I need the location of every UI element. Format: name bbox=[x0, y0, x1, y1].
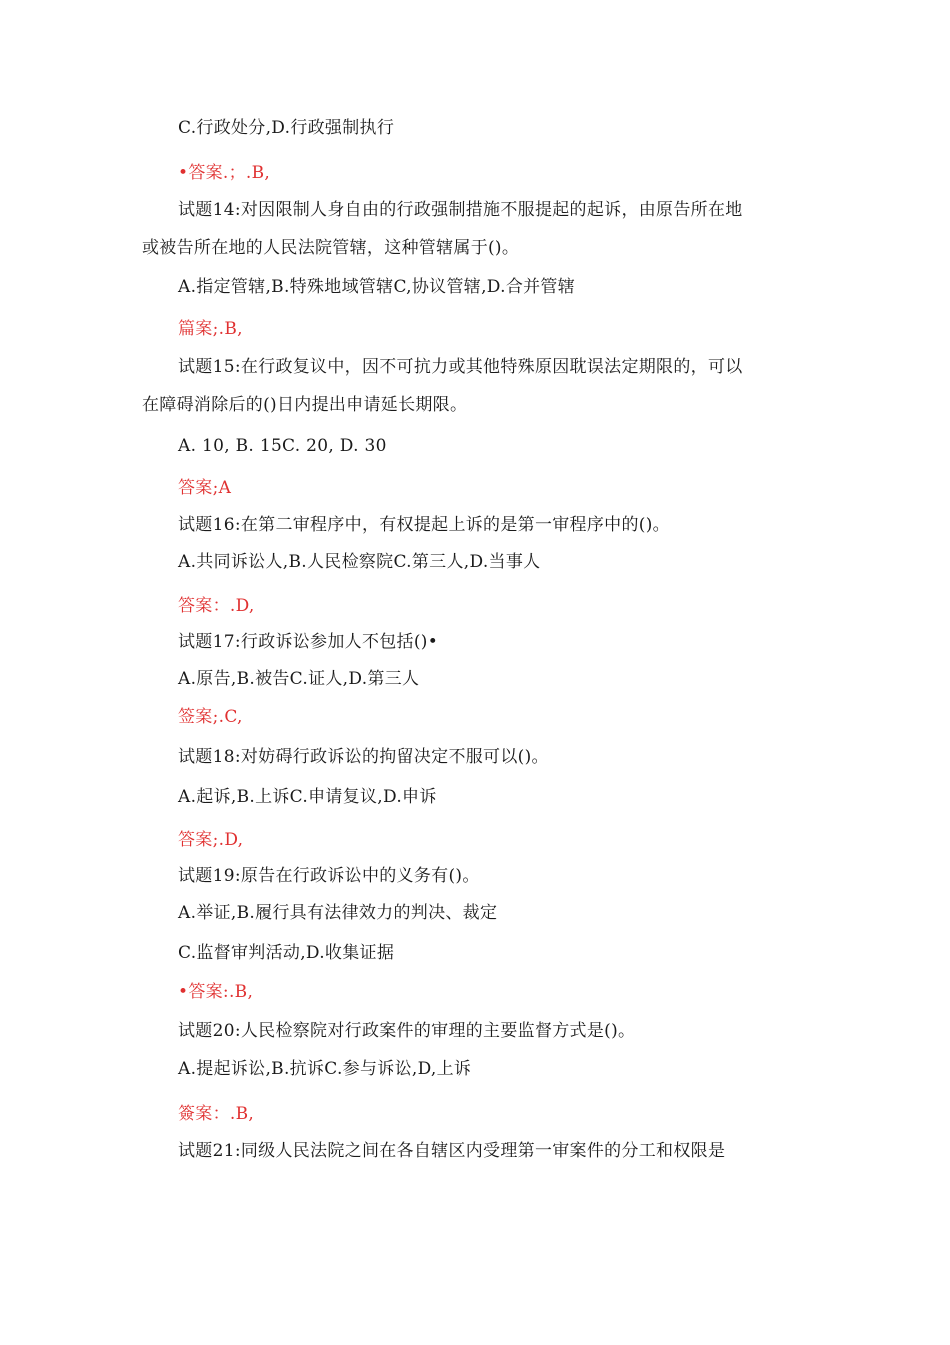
answer-line: •答案:.B, bbox=[178, 982, 254, 1002]
question-line: 试题21:同级人民法院之间在各自辖区内受理第一审案件的分工和权限是 bbox=[178, 1141, 726, 1161]
question-line: 试题14:对因限制人身自由的行政强制措施不服提起的起诉，由原告所在地 bbox=[178, 200, 743, 220]
answer-line: 答案;A bbox=[178, 478, 232, 498]
option-line: A.原告,B.被告C.证人,D.第三人 bbox=[178, 669, 420, 689]
answer-line: 篇案;.B, bbox=[178, 319, 243, 339]
option-line: A.指定管辖,B.特殊地域管辖C,协议管辖,D.合并管辖 bbox=[178, 277, 576, 297]
answer-line: 答案：.D, bbox=[178, 596, 255, 616]
option-line: C.监督审判活动,D.收集证据 bbox=[178, 943, 395, 963]
question-line: 试题15:在行政复议中，因不可抗力或其他特殊原因耽误法定期限的，可以 bbox=[178, 357, 743, 377]
question-line: 试题20:人民检察院对行政案件的审理的主要监督方式是()。 bbox=[178, 1021, 636, 1041]
answer-line: 签案;.C, bbox=[178, 707, 243, 727]
answer-line: 答案;.D, bbox=[178, 830, 244, 850]
question-continuation-line: 在障碍消除后的()日内提出申请延长期限。 bbox=[142, 395, 468, 415]
option-line: A. 10, B. 15C. 20, D. 30 bbox=[178, 436, 387, 456]
question-line: 试题18:对妨碍行政诉讼的拘留决定不服可以()。 bbox=[178, 747, 549, 767]
question-continuation-line: 或被告所在地的人民法院管辖，这种管辖属于()。 bbox=[142, 238, 520, 258]
question-line: 试题17:行政诉讼参加人不包括()• bbox=[178, 632, 439, 652]
answer-line: 簽案：.B, bbox=[178, 1104, 255, 1124]
option-line: A.共同诉讼人,B.人民检察院C.第三人,D.当事人 bbox=[178, 552, 541, 572]
answer-line: •答案.；.B, bbox=[178, 163, 271, 183]
option-line: A.提起诉讼,B.抗诉C.参与诉讼,D,上诉 bbox=[178, 1059, 472, 1079]
option-line: A.起诉,B.上诉C.申请复议,D.申诉 bbox=[178, 787, 437, 807]
option-line: A.举证,B.履行具有法律效力的判决、裁定 bbox=[178, 903, 498, 923]
question-line: 试题19:原告在行政诉讼中的义务有()。 bbox=[178, 866, 480, 886]
question-line: 试题16:在第二审程序中，有权提起上诉的是第一审程序中的()。 bbox=[178, 515, 670, 535]
option-line: C.行政处分,D.行政强制执行 bbox=[178, 118, 395, 138]
